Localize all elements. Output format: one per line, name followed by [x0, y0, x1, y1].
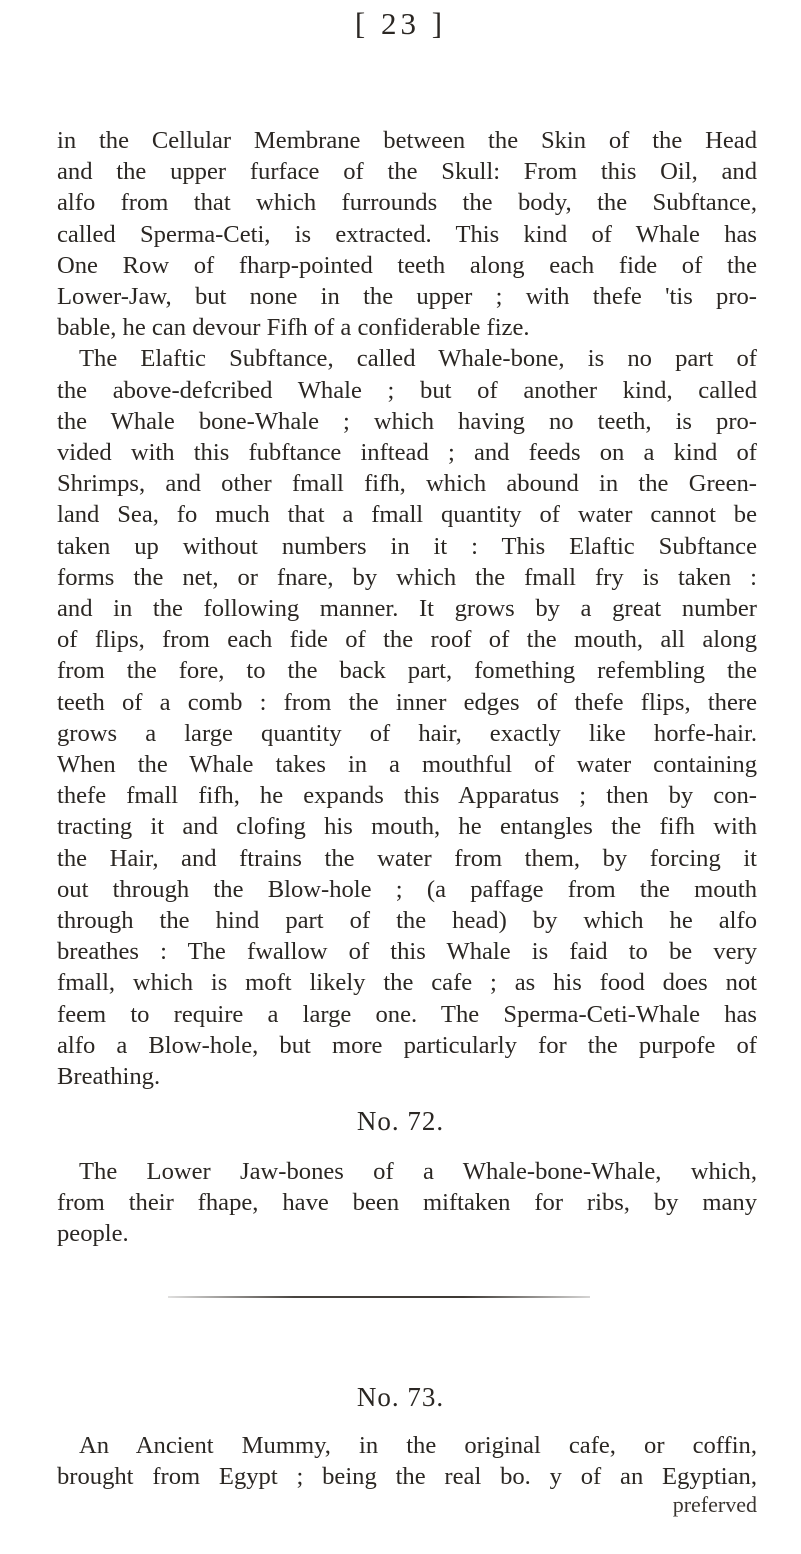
text-line: forms the net, or fnare, by which the fmall fry is taken : — [57, 563, 757, 591]
text-line: out through the Blow-hole ; (a paffage from the mouth — [57, 875, 757, 903]
text-line: bable, he can devour Fifh of a confiderable fize. — [57, 314, 530, 342]
trailing-fragment: preferved — [672, 1492, 757, 1517]
text-line: breathes : The fwallow of this Whale is faid to be very — [57, 938, 757, 966]
text-line: through the hind part of the head) by which he alfo — [57, 907, 757, 935]
text-line: Breathing. — [57, 1063, 161, 1091]
text-line: from the fore, to the back part, fomething refembling the — [57, 657, 757, 685]
entry-71-continued-text — [57, 125, 757, 1092]
text-line: alfo a Blow-hole, but more particularly for the purpofe of — [57, 1031, 757, 1059]
text-line: One Row of fharp-pointed teeth along each fide of the — [57, 251, 757, 279]
text-line: The Lower Jaw-bones of a Whale-bone-Whale, which, — [79, 1158, 757, 1185]
text-line: from their fhape, have been miftaken for ribs, by many — [57, 1189, 757, 1217]
text-line: When the Whale takes in a mouthful of water containing — [57, 751, 757, 779]
entry-72-text — [57, 1156, 757, 1250]
text-line: Lower-Jaw, but none in the upper ; with thefe 'tis pro- — [57, 283, 757, 311]
entry-73-heading: No. 73. — [356, 1382, 445, 1412]
entry-73-text — [57, 1430, 757, 1492]
text-line: taken up without numbers in it : This Elaftic Subftance — [57, 532, 757, 560]
text-line: tracting it and clofing his mouth, he entangles the fifh with — [57, 813, 757, 841]
text-line: and the upper furface of the Skull: From this Oil, and — [57, 158, 757, 186]
text-line: called Sperma-Ceti, is extracted. This kind of Whale has — [57, 220, 757, 248]
section-divider — [168, 1296, 590, 1298]
page-number: [ 23 ] — [354, 6, 447, 41]
text-line: teeth of a comb : from the inner edges of thefe flips, there — [57, 688, 757, 716]
text-line: grows a large quantity of hair, exactly like horfe-hair. — [57, 719, 757, 747]
text-line: alfo from that which furrounds the body, the Subftance, — [57, 189, 757, 217]
text-line: An Ancient Mummy, in the original cafe, or coffin, — [79, 1432, 757, 1459]
text-line: vided with this fubftance inftead ; and feeds on a kind of — [57, 439, 757, 467]
text-line: thefe fmall fifh, he expands this Apparatus ; then by con- — [57, 782, 757, 810]
text-line: people. — [57, 1220, 129, 1248]
text-line: The Elaftic Subftance, called Whale-bone, is no part of — [79, 345, 757, 373]
text-line: in the Cellular Membrane between the Skin of the Head — [57, 127, 757, 154]
text-line: the Whale bone-Whale ; which having no teeth, is pro- — [57, 407, 757, 435]
text-line: of flips, from each fide of the roof of the mouth, all along — [57, 626, 757, 654]
entry-72-heading: No. 72. — [356, 1106, 445, 1136]
text-line: Shrimps, and other fmall fifh, which abound in the Green- — [57, 470, 757, 498]
text-line: land Sea, fo much that a fmall quantity of water cannot be — [57, 501, 757, 529]
text-line: fmall, which is moft likely the cafe ; as his food does not — [57, 969, 757, 997]
text-line: feem to require a large one. The Sperma-Ceti-Whale has — [57, 1000, 757, 1028]
text-line: the above-defcribed Whale ; but of another kind, called — [57, 376, 757, 404]
text-line: and in the following manner. It grows by a great number — [57, 595, 757, 623]
text-line: the Hair, and ftrains the water from them, by forcing it — [57, 844, 757, 872]
text-line: brought from Egypt ; being the real bo. y of an Egyptian, — [57, 1463, 757, 1491]
